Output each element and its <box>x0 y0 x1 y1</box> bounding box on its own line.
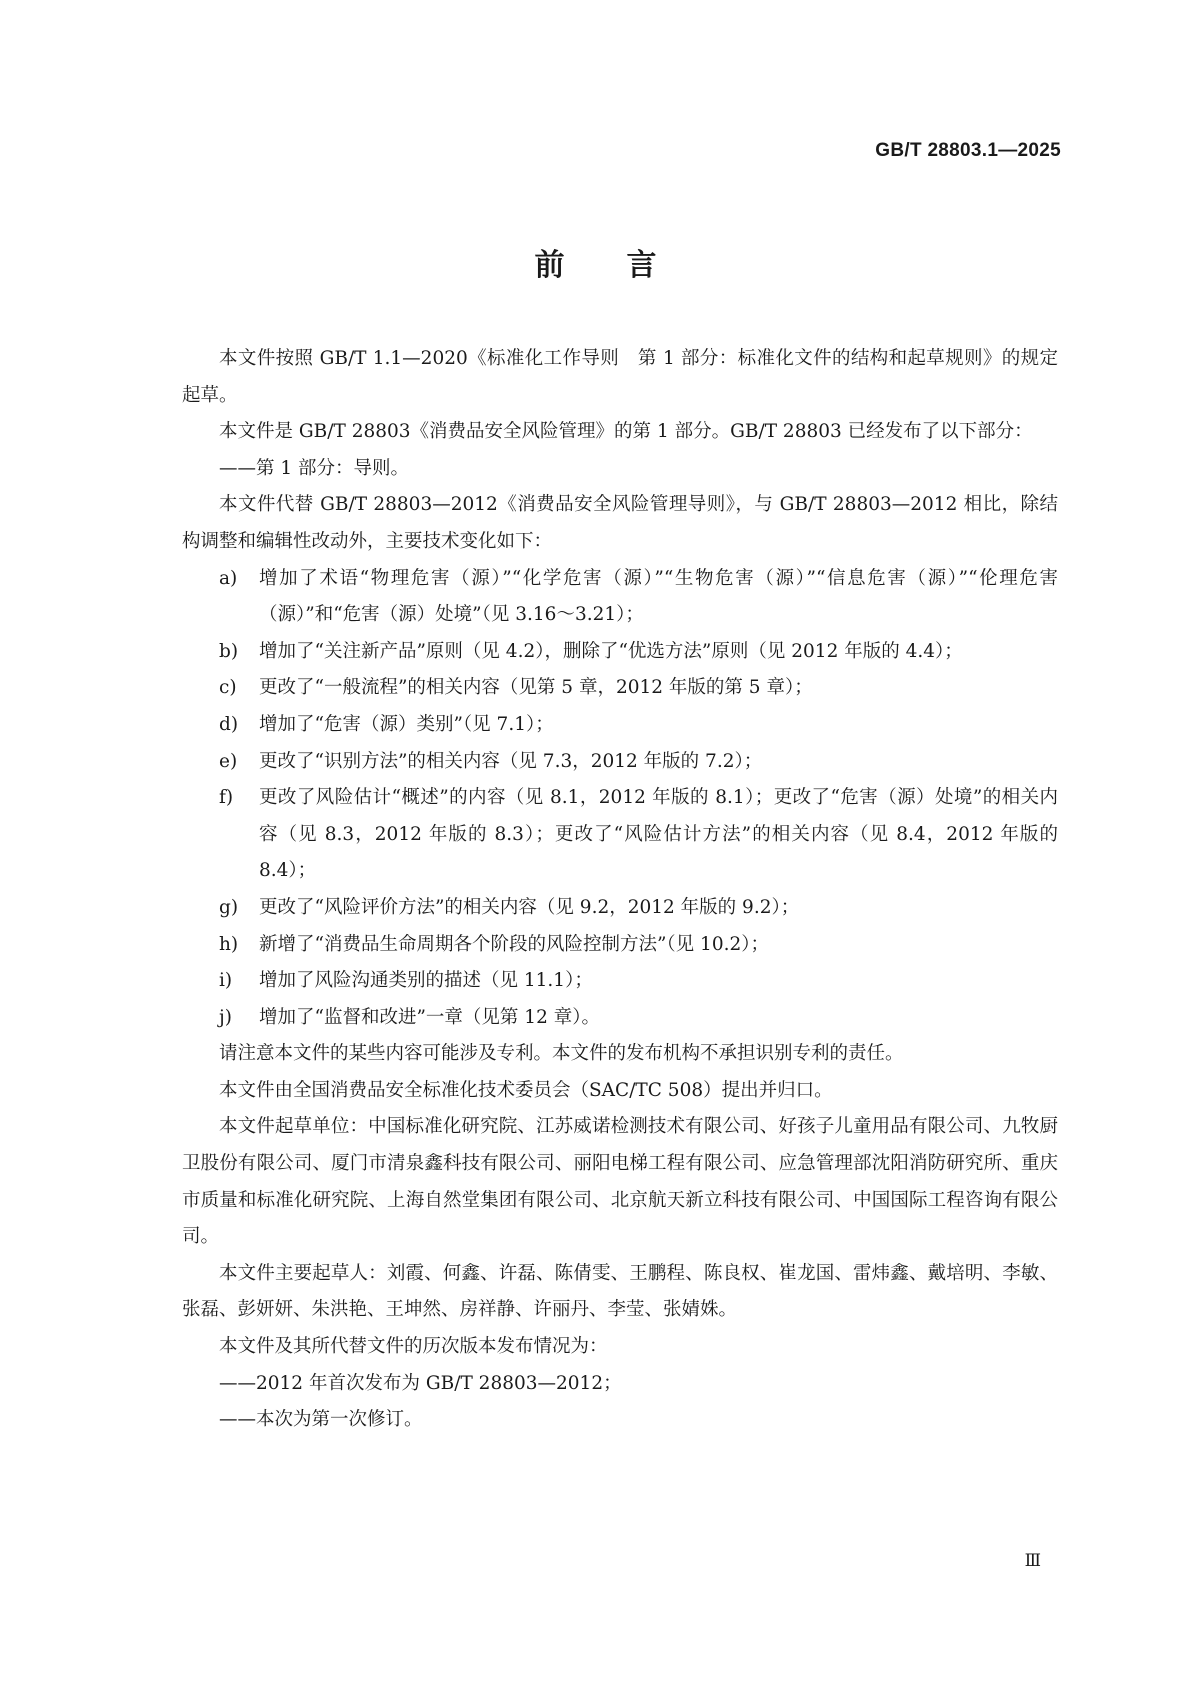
change-text: 更改了“风险评价方法”的相关内容（见 9.2，2012 年版的 9.2）； <box>259 896 800 918</box>
paragraph-series-part: 本文件是 GB/T 28803《消费品安全风险管理》的第 1 部分。GB/T 28803 已经发布了以下部分： <box>219 421 1033 443</box>
change-item-j <box>182 1000 1058 1037</box>
change-label: d) <box>219 713 239 735</box>
change-text: 新增了“消费品生命周期各个阶段的风险控制方法”（见 10.2）； <box>259 933 769 955</box>
change-text: 增加了“监督和改进”一章（见第 12 章）。 <box>259 1006 600 1028</box>
change-label: h) <box>219 933 239 955</box>
paragraph-patent-notice: 请注意本文件的某些内容可能涉及专利。本文件的发布机构不承担识别专利的责任。 <box>219 1043 904 1065</box>
list-item-history-current: ——本次为第一次修订。 <box>219 1409 423 1431</box>
change-label: a) <box>219 567 238 589</box>
change-item-d <box>182 707 1058 744</box>
change-item-e <box>182 744 1058 781</box>
change-label: j) <box>219 1006 232 1028</box>
change-text: 更改了风险估计“概述”的内容（见 8.1，2012 年版的 8.1）；更改了“危害（源）处境”的相关内容（见 8.3，2012 年版的 8.3）；更改了“风险估计方法”的相关内容（见 8.4，2012 年版的 8.4）； <box>259 787 1058 882</box>
paragraph-replacement: 本文件代替 GB/T 28803—2012《消费品安全风险管理导则》，与 GB/T 28803—2012 相比，除结构调整和编辑性改动外，主要技术变化如下： <box>182 494 1058 552</box>
page-number: Ⅲ <box>1024 1551 1041 1571</box>
change-label: f) <box>219 787 234 809</box>
change-text: 增加了风险沟通类别的描述（见 11.1）； <box>259 970 593 992</box>
change-label: e) <box>219 750 238 772</box>
change-label: b) <box>219 640 239 662</box>
change-label: g) <box>219 896 239 918</box>
paragraph-drafting-rules: 本文件按照 GB/T 1.1—2020《标准化工作导则 第 1 部分：标准化文件的结构和起草规则》的规定起草。 <box>182 348 1058 406</box>
change-label: i) <box>219 970 233 992</box>
change-text: 增加了“危害（源）类别”（见 7.1）； <box>259 713 554 735</box>
change-item-h <box>182 927 1058 964</box>
change-item-f <box>182 780 1058 890</box>
list-item-part-1: ——第 1 部分：导则。 <box>219 457 410 479</box>
document-code: GB/T 28803.1—2025 <box>875 140 1061 161</box>
paragraph-drafters: 本文件主要起草人：刘霞、何鑫、许磊、陈倩雯、王鹏程、陈良权、崔龙国、雷炜鑫、戴培明、李敏、张磊、彭妍妍、朱洪艳、王坤然、房祥静、许丽丹、李莹、张婧姝。 <box>182 1262 1058 1321</box>
change-item-c <box>182 670 1058 707</box>
change-item-i <box>182 963 1058 1000</box>
change-label: c) <box>219 677 237 699</box>
change-text: 更改了“一般流程”的相关内容（见第 5 章，2012 年版的第 5 章）； <box>259 677 813 699</box>
change-text: 增加了“关注新产品”原则（见 4.2），删除了“优选方法”原则（见 2012 年版的 4.4）； <box>259 640 963 662</box>
change-item-b <box>182 634 1058 671</box>
document-body <box>182 341 1058 1439</box>
list-item-history-2012: ——2012 年首次发布为 GB/T 28803—2012； <box>219 1372 622 1394</box>
change-item-g <box>182 890 1058 927</box>
change-item-a <box>182 561 1058 634</box>
page-title: 前言 <box>534 248 719 283</box>
change-text: 更改了“识别方法”的相关内容（见 7.3，2012 年版的 7.2）； <box>259 750 763 772</box>
paragraph-version-history: 本文件及其所代替文件的历次版本发布情况为： <box>219 1336 608 1358</box>
paragraph-committee: 本文件由全国消费品安全标准化技术委员会（SAC/TC 508）提出并归口。 <box>219 1079 833 1101</box>
paragraph-drafting-units: 本文件起草单位：中国标准化研究院、江苏威诺检测技术有限公司、好孩子儿童用品有限公司、九牧厨卫股份有限公司、厦门市清泉鑫科技有限公司、丽阳电梯工程有限公司、应急管理部沈阳消防研究所、重庆市质量和标准化研究院、上海自然堂集团有限公司、北京航天新立科技有限公司、中国国际工程咨询有限公司。 <box>182 1116 1058 1248</box>
change-text: 增加了术语“物理危害（源）”“化学危害（源）”“生物危害（源）”“信息危害（源）”“伦理危害（源）”和“危害（源）处境”（见 3.16～3.21）； <box>259 567 1058 626</box>
